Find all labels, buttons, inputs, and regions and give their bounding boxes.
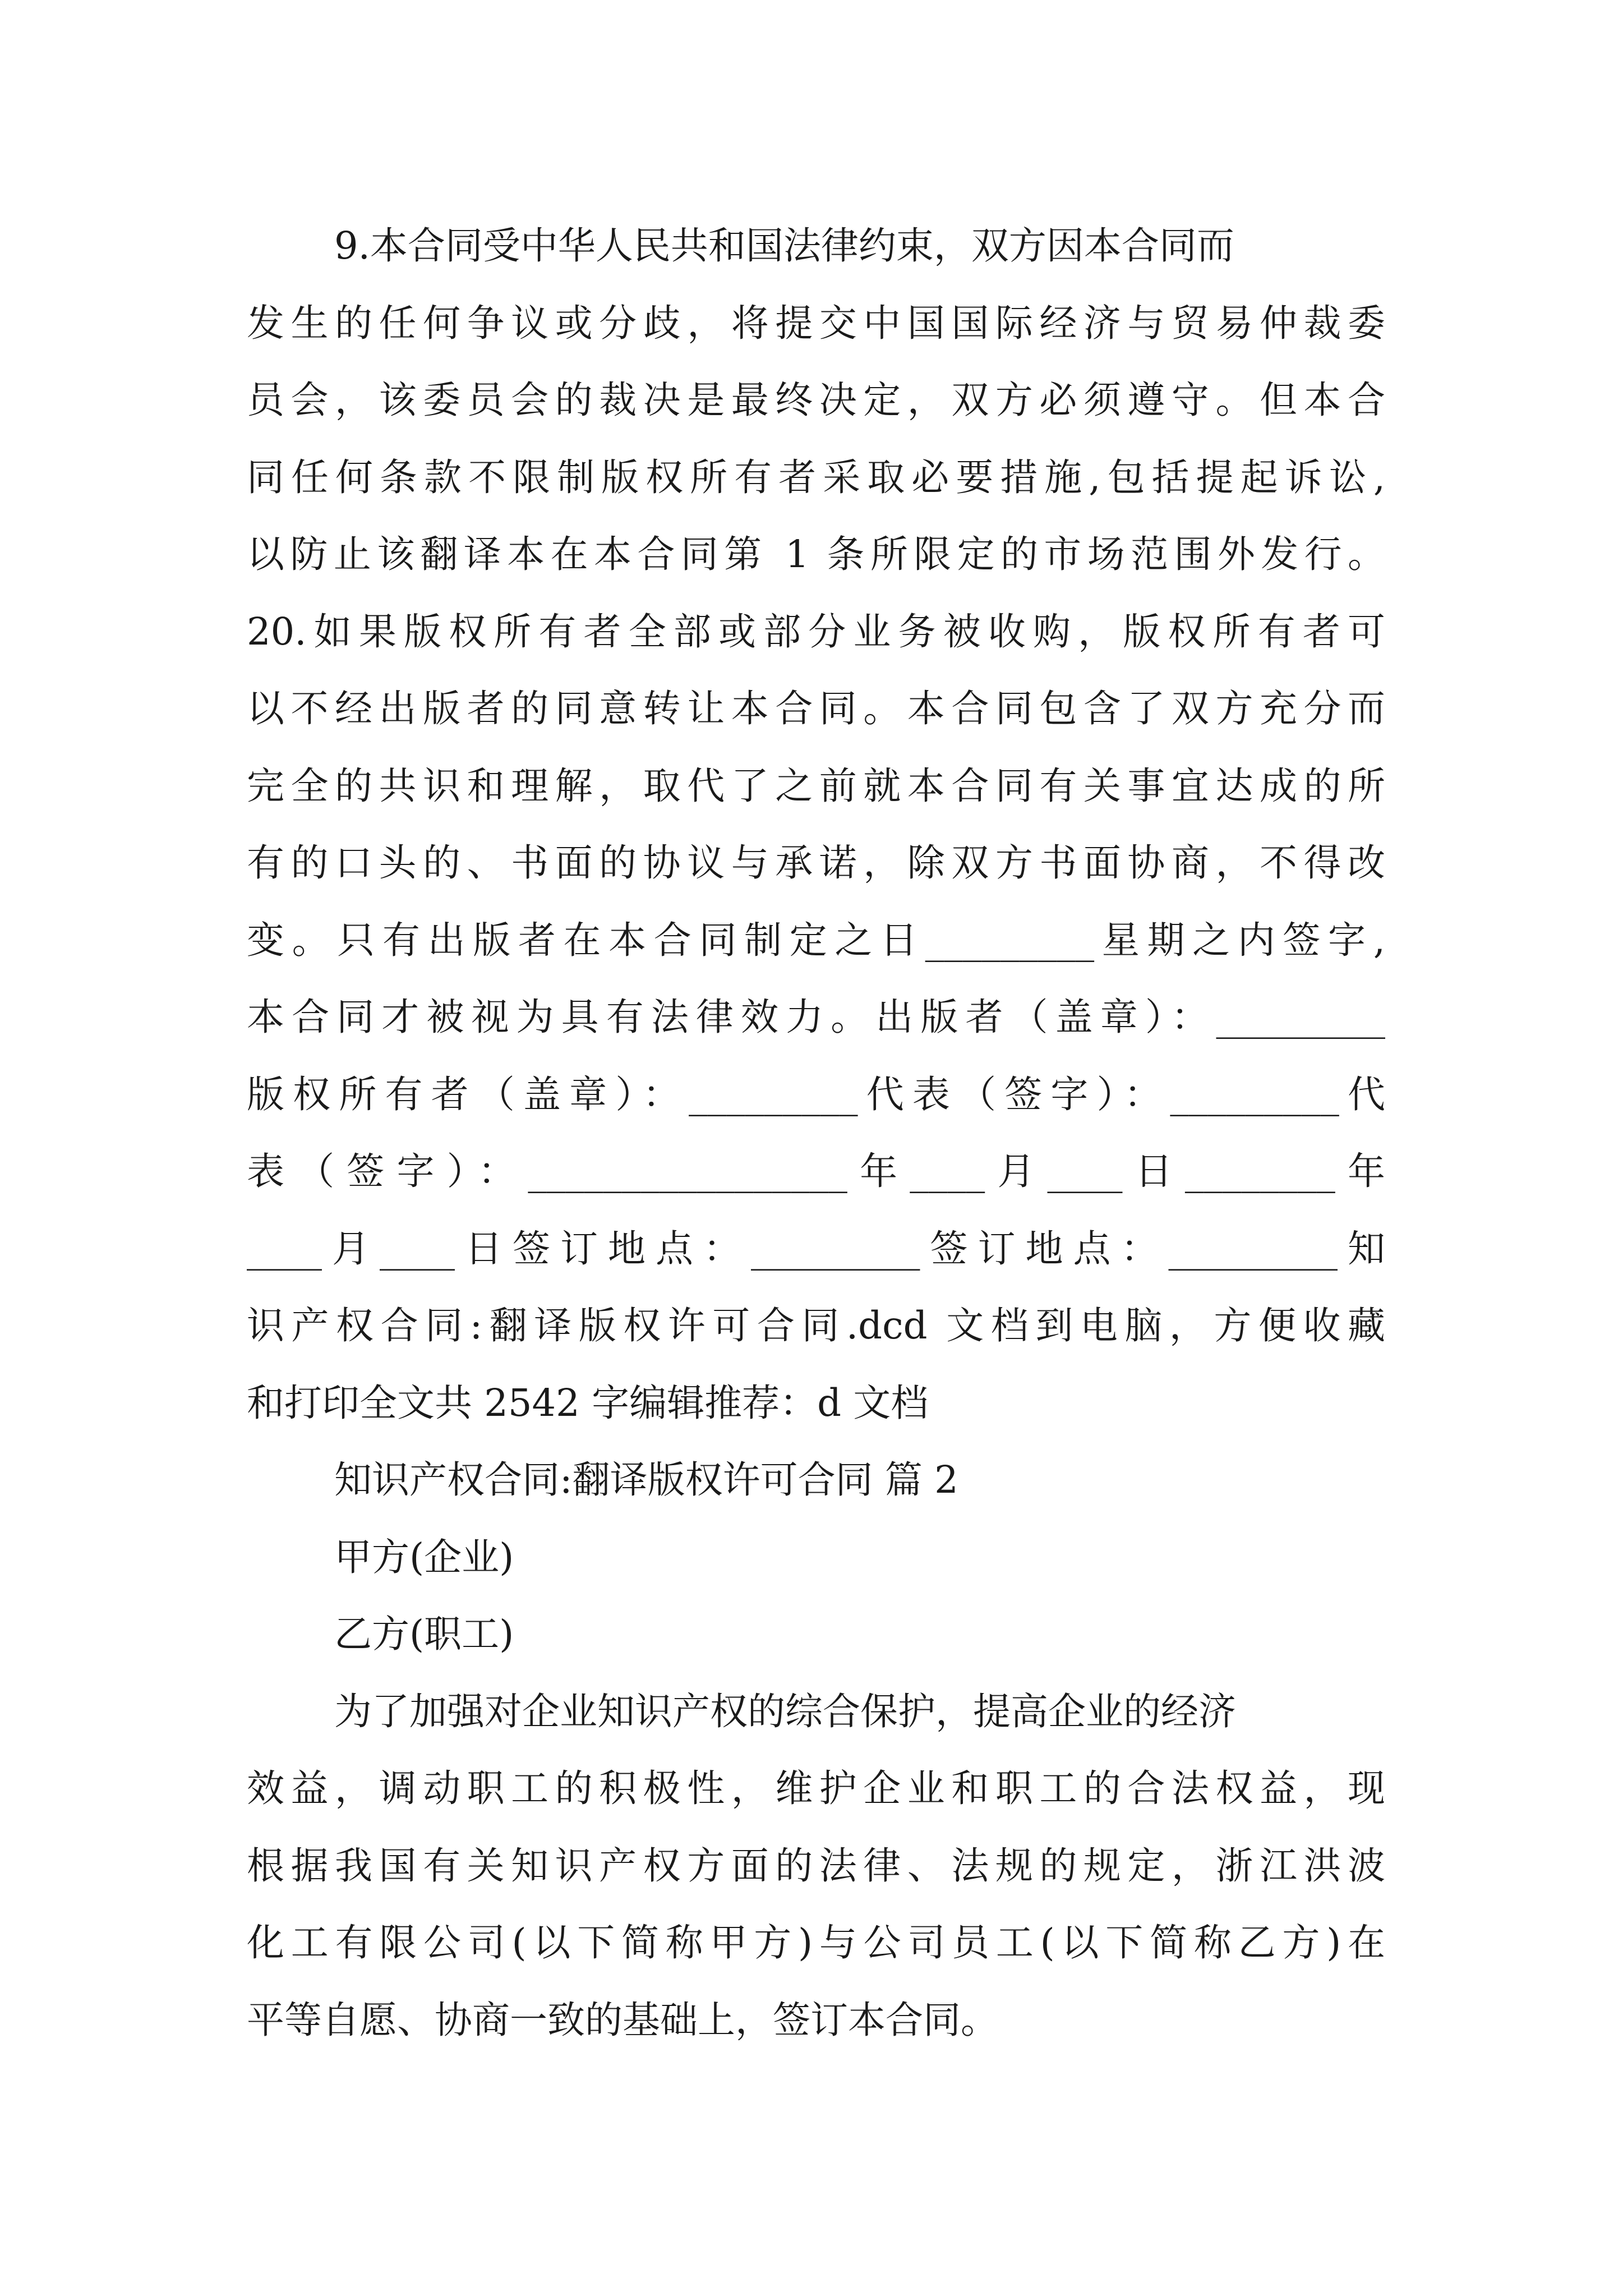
clause-9-line-1: 9.本合同受中华人民共和国法律约束，双方因本合同而 [334,224,1234,268]
signature-line-3: 表（签字）：_________________年____月____日________年 [247,1149,1385,1193]
footer-note-line-2: 和打印全文共 2542 字编辑推荐：d 文档 [247,1381,929,1425]
preamble-line-5: 平等自愿、协商一致的基础上，签订本合同。 [247,1998,998,2042]
footer-note-line-1: 识产权合同:翻译版权许可合同.dcd 文档到电脑，方便收藏 [247,1304,1385,1347]
preamble-line-1: 为了加强对企业知识产权的综合保护，提高企业的经济 [334,1689,1236,1733]
clause-20-line-5: 变。只有出版者在本合同制定之日_________星期之内签字, [247,918,1385,962]
clause-9-line-2: 发生的任何争议或分歧，将提交中国国际经济与贸易仲裁委 [247,301,1385,345]
party-a: 甲方(企业) [334,1535,514,1579]
clause-9-line-5: 以防止该翻译本在本合同第 1 条所限定的市场范围外发行。 [247,532,1385,576]
signature-line-2: 版权所有者（盖章）：_________代表（签字）：_________代 [247,1072,1385,1116]
signature-line-1: 本合同才被视为具有法律效力。出版者（盖章）：_________ [247,995,1385,1039]
contract-text [247,208,1385,2059]
clause-9-line-4: 同任何条款不限制版权所有者采取必要措施,包括提起诉讼, [247,455,1385,499]
preamble-line-2: 效益，调动职工的积极性，维护企业和职工的合法权益，现 [247,1766,1385,1810]
clause-20-line-3: 完全的共识和理解，取代了之前就本合同有关事宜达成的所 [247,763,1385,808]
signature-line-4: ____月____日签订地点：_________签订地点：_________知 [247,1226,1385,1271]
preamble-line-3: 根据我国有关知识产权方面的法律、法规的规定，浙江洪波 [247,1843,1385,1888]
clause-20-line-4: 有的口头的、书面的协议与承诺，除双方书面协商，不得改 [247,841,1385,885]
clause-20-line-2: 以不经出版者的同意转让本合同。本合同包含了双方充分而 [247,687,1385,730]
clause-20-line-1: 20.如果版权所有者全部或部分业务被收购，版权所有者可 [247,609,1385,654]
clause-9-line-3: 员会，该委员会的裁决是最终决定，双方必须遵守。但本合 [247,378,1385,422]
section-heading: 知识产权合同:翻译版权许可合同 篇 2 [334,1458,958,1502]
preamble-line-4: 化工有限公司(以下简称甲方)与公司员工(以下简称乙方)在 [247,1921,1385,1964]
party-b: 乙方(职工) [334,1612,514,1656]
